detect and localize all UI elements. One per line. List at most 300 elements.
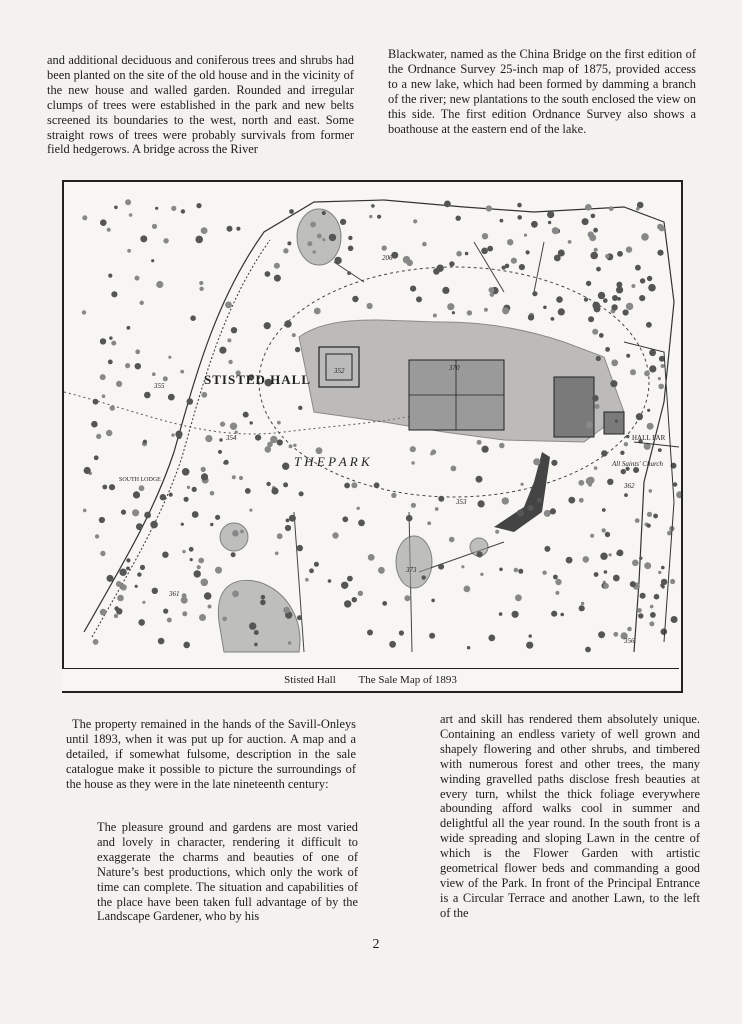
tree-symbol (144, 392, 151, 399)
tree-symbol (82, 310, 86, 314)
map-label-the-park: T H E P A R K (294, 454, 370, 469)
tree-symbol (533, 458, 540, 465)
tree-symbol (270, 436, 277, 443)
tree-symbol (646, 322, 652, 328)
tree-symbol (550, 508, 556, 514)
tree-symbol (140, 565, 145, 570)
tree-symbol (190, 558, 193, 561)
tree-symbol (351, 482, 357, 488)
text-column-top-left (47, 53, 354, 157)
tree-symbol (109, 336, 112, 339)
tree-symbol (180, 370, 184, 374)
tree-symbol (194, 570, 201, 577)
tree-symbol (616, 286, 623, 293)
tree-symbol (548, 221, 551, 224)
tree-symbol (590, 534, 594, 538)
tree-symbol (670, 579, 675, 584)
tree-symbol (352, 296, 358, 302)
tree-symbol (547, 211, 554, 218)
tree-symbol (410, 286, 416, 292)
tree-symbol (369, 215, 372, 218)
tree-symbol (609, 206, 614, 211)
tree-symbol (107, 228, 111, 232)
tree-symbol (639, 295, 645, 301)
tree-symbol (624, 493, 628, 497)
tree-symbol (596, 356, 601, 361)
tree-symbol (511, 258, 517, 264)
tree-symbol (254, 643, 258, 647)
tree-symbol (641, 233, 649, 241)
tree-symbol (282, 463, 289, 470)
tree-symbol (451, 466, 457, 472)
tree-symbol (287, 241, 291, 245)
tree-symbol (607, 479, 613, 485)
tree-symbol (529, 634, 532, 637)
tree-symbol (490, 292, 495, 297)
tree-symbol (433, 268, 440, 275)
tree-symbol (334, 257, 341, 264)
tree-symbol (554, 255, 561, 262)
map-drawing (64, 182, 681, 691)
tree-symbol (277, 439, 283, 445)
tree-symbol (132, 509, 139, 516)
tree-symbol (348, 236, 352, 240)
tree-symbol (404, 595, 410, 601)
tree-symbol (100, 609, 107, 616)
tree-symbol (367, 303, 373, 309)
tree-symbol (444, 201, 451, 208)
tree-symbol (431, 599, 435, 603)
tree-symbol (198, 558, 204, 564)
tree-symbol (630, 581, 636, 587)
tree-symbol (284, 320, 291, 327)
tree-symbol (583, 556, 590, 563)
tree-symbol (592, 395, 598, 401)
caption-subtitle: The Sale Map of 1893 (358, 674, 457, 686)
tree-symbol (144, 512, 151, 519)
tree-symbol (411, 461, 414, 464)
tree-symbol (543, 306, 547, 310)
tree-symbol (649, 365, 656, 372)
tree-symbol (461, 565, 464, 568)
tree-symbol (289, 515, 296, 522)
tree-symbol (277, 421, 281, 425)
tree-symbol (487, 246, 493, 252)
map-label-parcel: 206 (382, 254, 393, 262)
tree-symbol (507, 239, 513, 245)
tree-symbol (620, 451, 624, 455)
tree-symbol (286, 519, 290, 523)
tree-symbol (499, 612, 503, 616)
tree-symbol (155, 207, 158, 210)
tree-symbol (117, 595, 124, 602)
tree-symbol (551, 317, 555, 321)
tree-symbol (631, 284, 635, 288)
tree-symbol (544, 510, 551, 517)
tree-symbol (297, 615, 302, 620)
tree-symbol (637, 608, 642, 613)
tree-symbol (499, 568, 503, 572)
tree-symbol (106, 430, 112, 436)
tree-symbol (647, 276, 652, 281)
tree-symbol (201, 227, 208, 234)
tree-symbol (125, 199, 131, 205)
tree-symbol (588, 482, 592, 486)
tree-symbol (322, 211, 326, 215)
tree-symbol (138, 619, 145, 626)
tree-symbol (347, 576, 353, 582)
tree-symbol (332, 532, 338, 538)
tree-symbol (264, 322, 271, 329)
tree-symbol (635, 265, 641, 271)
tree-symbol (158, 638, 165, 645)
tree-symbol (604, 570, 608, 574)
tree-symbol (658, 571, 661, 574)
tree-symbol (266, 482, 270, 486)
tree-symbol (199, 287, 203, 291)
tree-symbol (526, 250, 530, 254)
tree-symbol (189, 547, 194, 552)
tree-symbol (265, 271, 271, 277)
tree-symbol (661, 566, 665, 570)
tree-symbol (595, 404, 600, 409)
tree-symbol (661, 628, 668, 635)
tree-symbol (126, 567, 130, 571)
tree-symbol (531, 221, 538, 228)
tree-symbol (93, 399, 99, 405)
tree-symbol (135, 585, 138, 588)
tree-symbol (377, 215, 381, 219)
tree-symbol (413, 219, 417, 223)
tree-symbol (617, 550, 624, 557)
tree-symbol (585, 204, 592, 211)
tree-symbol (630, 369, 636, 375)
tree-symbol (613, 632, 618, 637)
tree-symbol (617, 251, 623, 257)
text-column-bottom-right (440, 712, 700, 921)
tree-symbol (151, 259, 154, 262)
tree-symbol (430, 452, 433, 455)
tree-symbol (433, 314, 437, 318)
tree-symbol (83, 509, 87, 513)
tree-symbol (84, 467, 91, 474)
tree-symbol (579, 605, 585, 611)
tree-symbol (602, 508, 606, 512)
tree-symbol (596, 267, 601, 272)
tree-symbol (605, 254, 609, 258)
map-label-parcel: 353 (456, 498, 467, 506)
tree-symbol (348, 246, 354, 252)
block-quote (97, 820, 358, 924)
tree-symbol (125, 363, 130, 368)
tree-symbol (182, 611, 187, 616)
tree-symbol (222, 617, 227, 622)
tree-symbol (232, 475, 236, 479)
tree-symbol (163, 609, 168, 614)
tree-symbol (447, 303, 454, 310)
tree-symbol (399, 630, 404, 635)
tree-symbol (661, 585, 664, 588)
tree-symbol (95, 534, 99, 538)
tree-symbol (175, 431, 182, 438)
tree-symbol (422, 575, 426, 579)
tree-symbol (626, 435, 630, 439)
tree-symbol (427, 521, 431, 525)
tree-symbol (661, 364, 665, 368)
tree-symbol (374, 482, 380, 488)
tree-symbol (467, 310, 472, 315)
tree-symbol (289, 209, 294, 214)
tree-symbol (594, 466, 598, 470)
tree-symbol (254, 630, 259, 635)
tree-symbol (592, 329, 598, 335)
tree-symbol (133, 491, 140, 498)
tree-symbol (435, 507, 439, 511)
caption-title: Stisted Hall (284, 674, 336, 686)
tree-symbol (111, 291, 117, 297)
tree-symbol (586, 281, 591, 286)
tree-symbol (107, 575, 114, 582)
tree-symbol (593, 228, 598, 233)
tree-symbol (467, 646, 470, 649)
tree-symbol (275, 552, 279, 556)
tree-symbol (416, 296, 422, 302)
tree-symbol (129, 213, 133, 217)
tree-symbol (285, 525, 291, 531)
tree-symbol (199, 281, 203, 285)
tree-symbol (568, 240, 572, 244)
tree-symbol (102, 485, 107, 490)
tree-symbol (481, 248, 488, 255)
tree-symbol (610, 380, 617, 387)
tree-symbol (100, 219, 107, 226)
map-label-parcel: 361 (169, 590, 180, 598)
tree-symbol (135, 349, 140, 354)
tree-symbol (162, 552, 168, 558)
tree-symbol (649, 621, 654, 626)
tree-symbol (673, 482, 677, 486)
tree-symbol (638, 613, 643, 618)
tree-symbol (201, 467, 206, 472)
tree-symbol (605, 532, 610, 537)
tree-symbol (464, 586, 471, 593)
tree-symbol (328, 579, 332, 583)
tree-symbol (220, 422, 225, 427)
tree-symbol (382, 601, 387, 606)
tree-symbol (228, 360, 232, 364)
tree-symbol (307, 241, 312, 246)
tree-symbol (274, 263, 280, 269)
tree-symbol (142, 601, 145, 604)
tree-symbol (615, 420, 618, 423)
tree-symbol (152, 372, 156, 376)
tree-symbol (422, 242, 427, 247)
tree-symbol (187, 398, 194, 405)
tree-symbol (644, 371, 650, 377)
map-label-parcel: 352 (334, 367, 345, 375)
tree-symbol (227, 226, 233, 232)
tree-symbol (344, 600, 351, 607)
tree-symbol (358, 520, 365, 527)
tree-symbol (626, 303, 633, 310)
map-label-parcel: 370 (449, 364, 460, 372)
tree-symbol (647, 409, 650, 412)
tree-symbol (322, 238, 325, 241)
tree-symbol (91, 421, 98, 428)
tree-symbol (136, 523, 143, 530)
map-label-parcel: 356 (624, 637, 635, 645)
tree-symbol (676, 491, 681, 498)
tree-symbol (371, 204, 375, 208)
tree-symbol (119, 569, 126, 576)
tree-symbol (171, 433, 174, 436)
tree-symbol (486, 205, 492, 211)
tree-symbol (517, 203, 522, 208)
tree-symbol (558, 308, 565, 315)
tree-symbol (477, 440, 482, 445)
tree-symbol (650, 612, 656, 618)
tree-symbol (168, 394, 175, 401)
tree-symbol (592, 302, 600, 310)
paragraph: and additional deciduous and coniferous trees and shrubs had been planted on the site of the old house and in the vicinity of the new house and walled garden. Rounded and irregular clumps of trees were established in the park and new belts screened its boundaries to the west, north and east. Some straight rows of trees were probably survivals from former field hedgerows. A bridge across the River (47, 53, 354, 157)
tree-symbol (542, 571, 546, 575)
tree-symbol (489, 287, 495, 293)
tree-symbol (218, 450, 222, 454)
tree-symbol (100, 338, 106, 344)
tree-symbol (519, 264, 525, 270)
tree-symbol (584, 298, 588, 302)
lake (494, 452, 550, 532)
tree-symbol (636, 207, 640, 211)
tree-symbol (647, 423, 654, 430)
tree-symbol (283, 248, 288, 253)
tree-symbol (314, 308, 321, 315)
map-label-parcel: 373 (406, 566, 417, 574)
tree-symbol (201, 392, 207, 398)
text-column-bottom-left (66, 717, 356, 792)
tree-symbol (249, 622, 256, 629)
tree-symbol (484, 308, 488, 312)
tree-symbol (100, 374, 106, 380)
tree-symbol (476, 476, 483, 483)
tree-symbol (150, 521, 158, 529)
tree-symbol (403, 256, 411, 264)
tree-symbol (482, 446, 489, 453)
tree-symbol (429, 633, 435, 639)
tree-symbol (121, 510, 126, 515)
tree-symbols (82, 199, 681, 652)
tree-symbol (204, 592, 212, 600)
tree-symbol (114, 614, 118, 618)
tree-symbol (658, 448, 662, 452)
tree-symbol (94, 455, 99, 460)
tree-symbol (623, 309, 629, 315)
tree-symbol (537, 498, 542, 503)
tree-symbol (602, 528, 606, 532)
tree-symbol (647, 512, 652, 517)
page-number: 2 (372, 937, 380, 952)
tree-symbol (255, 435, 261, 441)
tree-symbol (480, 573, 483, 576)
tree-symbol (182, 550, 185, 553)
tree-symbol (591, 214, 596, 219)
map-label-stisted-hall: STISTED HALL (204, 372, 312, 387)
tree-symbol (261, 595, 266, 600)
tree-symbol (199, 614, 206, 621)
tree-symbol (465, 252, 469, 256)
tree-symbol (502, 307, 509, 314)
tree-symbol (111, 341, 116, 346)
map-label-parcel: 354 (226, 434, 237, 442)
tree-symbol (579, 498, 584, 503)
tree-symbol (249, 509, 252, 512)
tree-symbol (653, 514, 658, 519)
tree-symbol (274, 275, 281, 282)
tree-symbol (329, 234, 336, 241)
tree-symbol (225, 302, 232, 309)
tree-symbol (352, 597, 357, 602)
tree-symbol (99, 517, 105, 523)
tree-symbol (609, 553, 612, 556)
tree-symbol (657, 250, 663, 256)
tree-symbol (309, 568, 314, 573)
tree-symbol (127, 326, 131, 330)
tree-symbol (137, 572, 141, 576)
tree-symbol (243, 412, 249, 418)
tree-symbol (230, 423, 237, 430)
tree-symbol (512, 611, 519, 618)
tree-symbol (224, 460, 229, 465)
tree-symbol (205, 435, 212, 442)
paragraph: Blackwater, named as the China Bridge on the first edition of the Ordnance Survey 25-inch map of 1875, provided access to a new lake, which had been formed by damming a branch of the river; new plantations to the south enclosed the view on this side. The first edition Ordnance Survey also shows a boathouse at the eastern end of the lake. (388, 47, 696, 136)
tree-symbol (553, 575, 558, 580)
tree-symbol (598, 631, 605, 638)
tree-symbol (502, 497, 509, 504)
tree-symbol (600, 553, 607, 560)
tree-symbol (167, 618, 172, 623)
tree-symbol (586, 421, 593, 428)
tree-symbol (499, 443, 505, 449)
tree-symbol (231, 327, 237, 333)
tree-symbol (639, 557, 642, 560)
map-label-all-saints: All Saints' Church (612, 460, 664, 468)
tree-symbol (190, 315, 196, 321)
tree-symbol (644, 562, 651, 569)
tree-symbol (231, 552, 236, 557)
tree-symbol (368, 554, 375, 561)
tree-symbol (658, 384, 664, 390)
tree-symbol (502, 266, 506, 270)
tree-symbol (347, 271, 351, 275)
tree-symbol (210, 523, 213, 526)
tree-symbol (382, 245, 387, 250)
tree-symbol (283, 482, 288, 487)
tree-symbol (566, 557, 573, 564)
tree-symbol (514, 568, 519, 573)
tree-symbol (152, 588, 158, 594)
tree-symbol (624, 442, 628, 446)
tree-symbol (109, 484, 115, 490)
tree-symbol (560, 613, 564, 617)
tree-symbol (449, 261, 454, 266)
tree-symbol (626, 354, 630, 358)
tree-symbol (438, 564, 444, 570)
tree-symbol (298, 406, 302, 410)
tree-symbol (517, 510, 524, 517)
tree-symbol (215, 515, 220, 520)
tree-symbol (227, 338, 231, 342)
tree-symbol (515, 594, 522, 601)
